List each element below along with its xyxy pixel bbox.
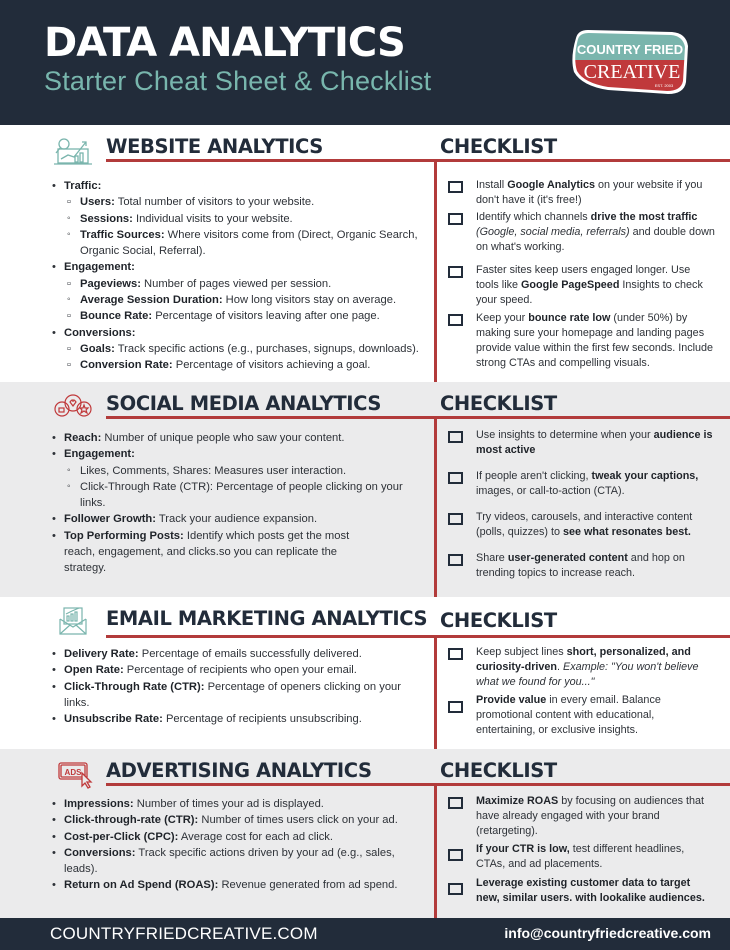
email-link[interactable]: info@countryfriedcreative.com (504, 925, 711, 941)
list-item: • Cost-per-Click (CPC): Average cost for each ad click. (52, 829, 422, 845)
divider (434, 416, 730, 419)
checklist-title: CHECKLIST (440, 135, 557, 158)
list-item: • Reach: Number of unique people who saw your content. (52, 430, 422, 446)
metrics-list (52, 796, 422, 894)
checkbox[interactable] (448, 266, 463, 278)
list-item: • Return on Ad Spend (ROAS): Revenue generated from ad spend. (52, 877, 422, 893)
section-title: WEBSITE ANALYTICS (106, 135, 323, 158)
checklist-item: Maximize ROAS by focusing on audiences that have already engaged with your brand (retargeting). (446, 794, 716, 839)
list-item: • Click-through-rate (CTR): Number of times users click on your ad. (52, 812, 422, 828)
checklist-item: Identify which channels drive the most traffic (Google, social media, referrals) and double down on what's working. (446, 210, 716, 255)
svg-text:CREATIVE: CREATIVE (583, 61, 681, 83)
checkbox[interactable] (448, 472, 463, 484)
list-item: • Unsubscribe Rate: Percentage of recipients unsubscribing. (52, 711, 422, 727)
checklist-item: Faster sites keep users engaged longer. Use tools like Google PageSpeed Insights to check your speed. (446, 263, 716, 308)
list-item: ◦ Traffic Sources: Where visitors come from (Direct, Organic Search, Organic Social, Referral). (52, 227, 422, 260)
checklist-title: CHECKLIST (440, 609, 557, 632)
checklist-item: Use insights to determine when your audience is most active (446, 428, 716, 458)
list-item: • Conversions: Track specific actions driven by your ad (e.g., sales, leads). (52, 845, 422, 878)
checkbox[interactable] (448, 648, 463, 660)
divider (106, 416, 436, 419)
checklist-item: Install Google Analytics on your website if you don't have it (it's free!) (446, 178, 716, 208)
checklist (446, 178, 716, 371)
header-banner (0, 0, 730, 125)
list-item: • Top Performing Posts: Identify which posts get the most reach, engagement, and clicks.so you can replicate the strategy. (52, 528, 422, 577)
section-title: SOCIAL MEDIA ANALYTICS (106, 392, 382, 415)
website-link[interactable]: COUNTRYFRIEDCREATIVE.COM (50, 924, 318, 943)
email-chart-icon (52, 605, 94, 635)
checkbox[interactable] (448, 431, 463, 443)
list-item: ◦ Average Session Duration: How long visitors stay on average. (52, 292, 422, 308)
list-item: ◦ Sessions: Individual visits to your website. (52, 211, 422, 227)
checkbox[interactable] (448, 701, 463, 713)
list-item: ◦ Click-Through Rate (CTR): Percentage of people clicking on your links. (52, 479, 422, 512)
list-item: • Delivery Rate: Percentage of emails successfully delivered. (52, 646, 422, 662)
section-title: EMAIL MARKETING ANALYTICS (106, 607, 428, 630)
list-item: ▫ Conversion Rate: Percentage of visitors achieving a goal. (52, 357, 422, 373)
list-item: • Click-Through Rate (CTR): Percentage of openers clicking on your links. (52, 679, 422, 712)
divider (434, 783, 730, 786)
checkbox[interactable] (448, 213, 463, 225)
divider (434, 416, 437, 597)
checklist-item: If people aren't clicking, tweak your captions, images, or call-to-action (CTA). (446, 469, 716, 499)
section-title: ADVERTISING ANALYTICS (106, 759, 372, 782)
checkbox[interactable] (448, 883, 463, 895)
checklist-item: Try videos, carousels, and interactive content (polls, quizzes) to see what resonates best. (446, 510, 716, 540)
social-bubbles-icon (52, 392, 94, 422)
divider (434, 159, 730, 162)
list-item: ▫ Pageviews: Number of pages viewed per session. (52, 276, 422, 292)
checklist-title: CHECKLIST (440, 392, 557, 415)
checklist-item: If your CTR is low, test different headlines, CTAs, and ad placements. (446, 842, 716, 872)
list-item: ◦ Likes, Comments, Shares: Measures user interaction. (52, 463, 422, 479)
checklist (446, 645, 716, 738)
checklist-item: Keep subject lines short, personalized, and curiosity-driven. Example: "You won't believe what we found for you..." (446, 645, 716, 690)
checklist-item: Leverage existing customer data to target new, similar users. with lookalike audiences. (446, 876, 716, 906)
list-item: • Engagement: (52, 446, 422, 462)
page-subtitle: Starter Cheat Sheet & Checklist (44, 66, 432, 96)
list-item: • Open Rate: Percentage of recipients who open your email. (52, 662, 422, 678)
section-advertising-analytics (0, 749, 730, 918)
page-title: DATA ANALYTICS (44, 20, 405, 66)
divider (434, 159, 437, 382)
ads-cursor-icon (56, 759, 98, 789)
checklist-item: Keep your bounce rate low (under 50%) by making sure your homepage and landing pages provide value within the first few seconds. Include strong CTAs and compelling visuals. (446, 311, 716, 371)
svg-text:EST. 2003: EST. 2003 (654, 83, 674, 88)
checklist-title: CHECKLIST (440, 759, 557, 782)
brand-logo (568, 28, 690, 96)
svg-text:COUNTRY FRIED: COUNTRY FRIED (576, 42, 684, 57)
list-item: • Follower Growth: Track your audience expansion. (52, 511, 422, 527)
divider (434, 635, 730, 638)
checkbox[interactable] (448, 181, 463, 193)
section-social-media-analytics (0, 382, 730, 597)
checklist-item: Provide value in every email. Balance promotional content with educational, entertaining, or exclusive insights. (446, 693, 716, 738)
checkbox[interactable] (448, 513, 463, 525)
checkbox[interactable] (448, 554, 463, 566)
checkbox[interactable] (448, 314, 463, 326)
footer (0, 918, 730, 950)
list-item: • Impressions: Number of times your ad is displayed. (52, 796, 422, 812)
laptop-chart-icon (52, 137, 94, 167)
checklist-item: Share user-generated content and hop on trending topics to increase reach. (446, 551, 716, 581)
list-item: ▫ Users: Total number of visitors to your website. (52, 194, 422, 210)
section-website-analytics (0, 125, 730, 382)
list-item: ▫ Bounce Rate: Percentage of visitors leaving after one page. (52, 308, 422, 324)
section-email-marketing-analytics (0, 597, 730, 749)
metrics-list (52, 430, 422, 577)
list-item: • Conversions: (52, 325, 422, 341)
divider (106, 783, 436, 786)
checklist (446, 428, 716, 581)
divider (106, 635, 436, 638)
list-item: • Engagement: (52, 259, 422, 275)
list-item: ▫ Goals: Track specific actions (e.g., purchases, signups, downloads). (52, 341, 422, 357)
list-item: • Traffic: (52, 178, 422, 194)
metrics-list (52, 178, 422, 374)
svg-text:ADS: ADS (64, 768, 82, 777)
divider (434, 783, 437, 918)
divider (106, 159, 436, 162)
divider (434, 635, 437, 749)
metrics-list (52, 646, 422, 727)
checkbox[interactable] (448, 849, 463, 861)
checkbox[interactable] (448, 797, 463, 809)
checklist (446, 794, 716, 906)
